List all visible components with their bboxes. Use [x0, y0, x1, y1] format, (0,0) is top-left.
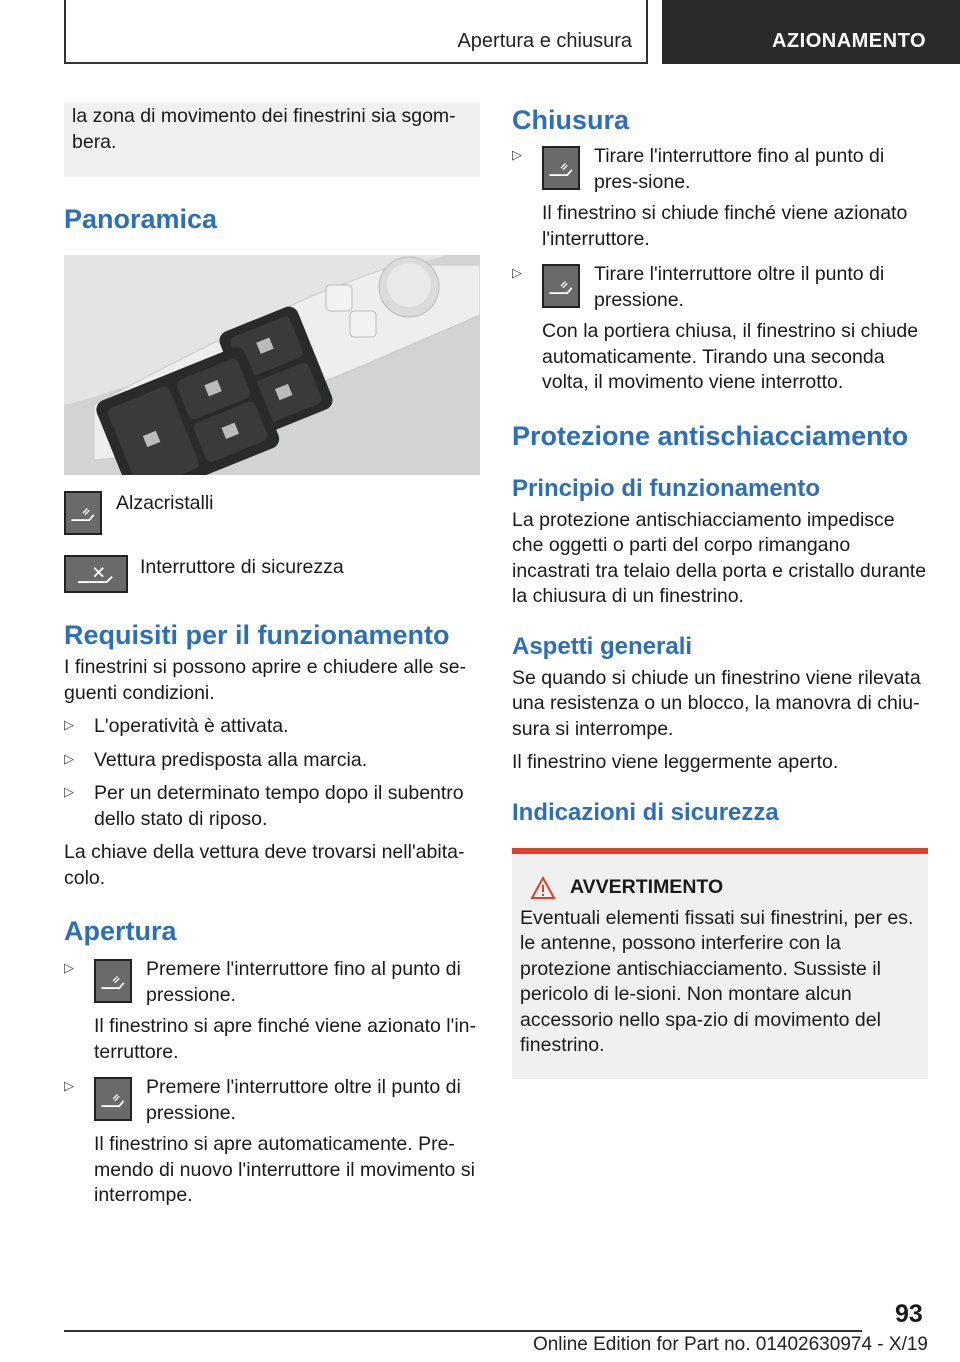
safety-switch-icon [64, 555, 128, 593]
heading-panoramica: Panoramica [64, 204, 218, 234]
chiusura-step-result: Il finestrino si chiude finché viene azionato l'interruttore. [542, 202, 908, 250]
footer-edition: Online Edition for Part no. 01402630974 - X/19 [532, 1334, 928, 1355]
aspetti-text-1: Se quando si chiude un finestrino viene rilevata una resistenza o un blocco, la manovra di chiu-sura si interrompe. [512, 666, 921, 740]
legend-item-safety-switch [64, 555, 480, 593]
heading-apertura: Apertura [64, 916, 177, 946]
requisiti-item-text: L'operatività è attivata. [94, 715, 289, 737]
heading-principio: Principio di funzionamento [512, 474, 820, 502]
chiusura-step-action: Tirare l'interruttore fino al punto di pres-sione. [594, 145, 885, 193]
apertura-step-action: Premere l'interruttore oltre il punto di pressione. [146, 1076, 461, 1124]
warning-header [520, 876, 920, 900]
requisiti-list-item [64, 781, 480, 832]
bullet-triangle-icon: ▷ [512, 147, 522, 162]
legend-label-safety-switch: Interruttore di sicurezza [140, 556, 344, 578]
bullet-triangle-icon: ▷ [64, 960, 74, 975]
apertura-step [64, 957, 480, 1065]
window-switch-icon [94, 959, 132, 1003]
bullet-triangle-icon: ▷ [64, 784, 74, 799]
heading-aspetti: Aspetti generali [512, 632, 693, 660]
requisiti-after-text: La chiave della vettura deve trovarsi nell'abita-colo. [64, 841, 465, 889]
requisiti-text: I finestrini si possono aprire e chiudere alle se-guenti condizioni. [64, 656, 467, 704]
legend-item-window-switch [64, 491, 480, 535]
intro-note [64, 102, 480, 177]
heading-requisiti: Requisiti per il funzionamento [64, 620, 450, 650]
legend-label-window-switch: Alzacristalli [116, 492, 214, 514]
bullet-triangle-icon: ▷ [512, 265, 522, 280]
header-chapter-title: AZIONAMENTO [771, 30, 926, 52]
aspetti-text-2: Il finestrino viene leggermente aperto. [512, 751, 839, 773]
window-switch-icon [94, 1077, 132, 1121]
window-switch-icon [542, 146, 580, 190]
right-column [512, 104, 928, 1079]
heading-protezione: Protezione antischiacciamento [512, 420, 909, 451]
requisiti-list-item [64, 714, 480, 740]
chiusura-step-action: Tirare l'interruttore oltre il punto di pressione. [594, 263, 885, 311]
bullet-triangle-icon: ▷ [64, 750, 74, 766]
left-column [64, 104, 480, 1209]
requisiti-list-item [64, 748, 480, 774]
chiusura-step-result: Con la portiera chiusa, il finestrino si chiude automaticamente. Tirando una seconda volta, il movimento viene interrotto. [542, 320, 919, 393]
heading-indicazioni: Indicazioni di sicurezza [512, 798, 779, 826]
bullet-triangle-icon: ▷ [64, 1078, 74, 1093]
warning-text: Eventuali elementi fissati sui finestrini, per es. le antenne, possono interferire con la protezione antischiacciamento. Sussiste il pericolo di le-sioni. Non montare alcun accessorio nello spa-zio di movimento del finestrino. [520, 906, 914, 1056]
bullet-triangle-icon: ▷ [64, 717, 74, 732]
warning-triangle-icon [530, 876, 556, 900]
requisiti-item-text: Per un determinato tempo dopo il subentro dello stato di riposo. [94, 782, 464, 830]
apertura-step-action: Premere l'interruttore fino al punto di pressione. [146, 958, 461, 1006]
apertura-step [64, 1075, 480, 1209]
intro-text: la zona di movimento dei finestrini sia sgom-bera. [72, 105, 456, 153]
window-switch-photo [64, 255, 480, 475]
window-switch-icon [542, 264, 580, 308]
apertura-step-result: Il finestrino si apre finché viene azionato l'in-terruttore. [94, 1015, 477, 1063]
heading-chiusura: Chiusura [512, 105, 630, 135]
header-section-title: Apertura e chiusura [457, 30, 632, 52]
page-number: 93 [895, 1300, 923, 1328]
footer-divider [64, 1330, 862, 1332]
chiusura-step [512, 262, 928, 396]
requisiti-item-text: Vettura predisposta alla marcia. [94, 748, 368, 771]
principio-text: La protezione antischiacciamento impedisce che oggetti o parti del corpo rimangano incastrati tra telaio della porta e cristallo durante la chiusura di un finestrino. [512, 508, 927, 607]
warning-box [512, 848, 928, 1079]
apertura-step-result: Il finestrino si apre automaticamente. Pre-mendo di nuovo l'interruttore il movimento si interrompe. [94, 1133, 475, 1206]
warning-title: AVVERTIMENTO [570, 876, 724, 898]
header-section-box [64, 0, 648, 64]
header-chapter-box [662, 0, 960, 64]
window-switch-icon [64, 491, 102, 535]
chiusura-step [512, 144, 928, 252]
